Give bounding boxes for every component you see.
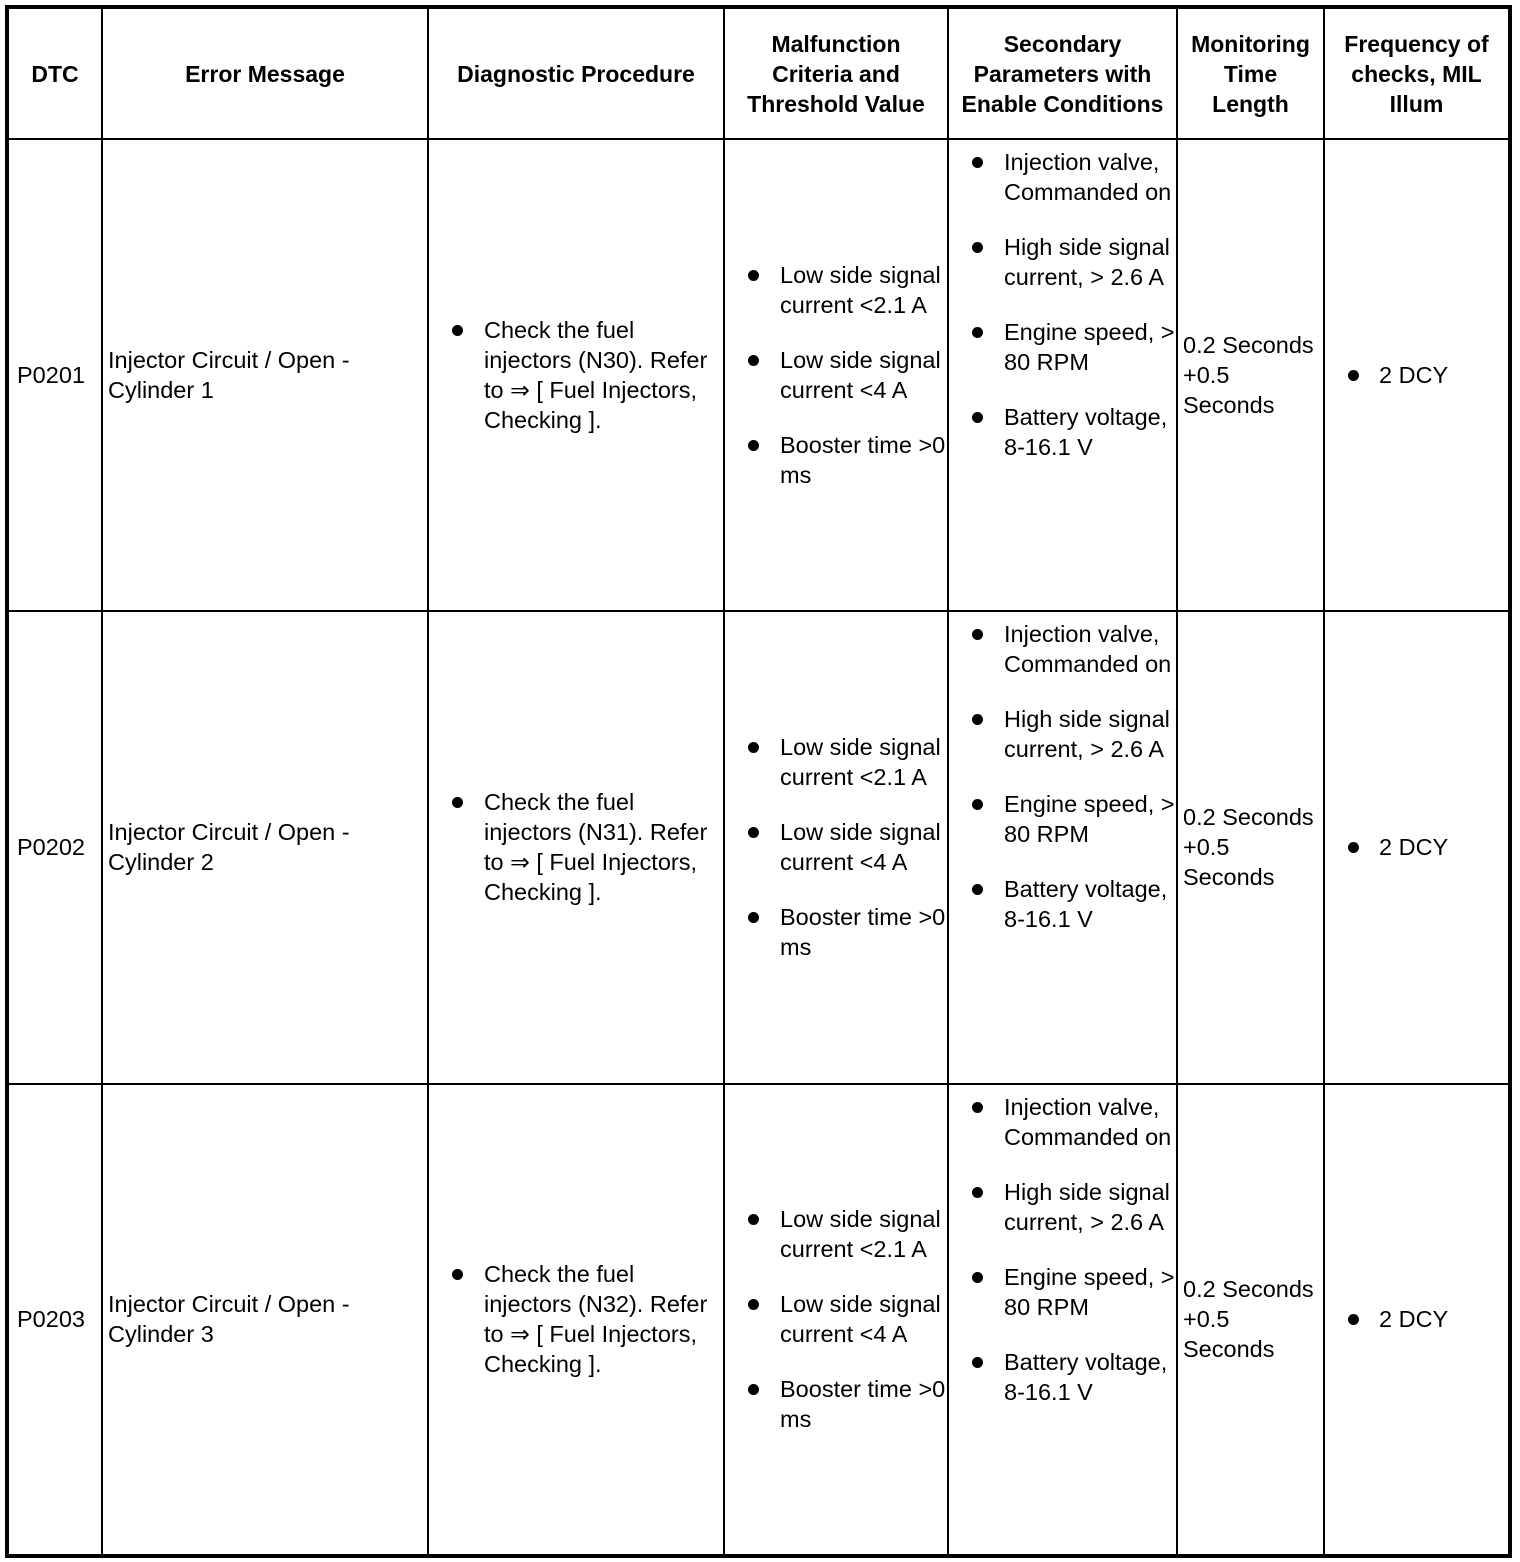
secondary-item: Engine speed, > 80 RPM	[949, 317, 1176, 377]
secondary-item: Engine speed, > 80 RPM	[949, 789, 1176, 849]
frequency	[1324, 1084, 1510, 1556]
frequency	[1324, 611, 1510, 1083]
secondary-parameters	[948, 1084, 1177, 1556]
criteria-item: Low side signal current <2.1 A	[725, 260, 947, 320]
header-error-message: Error Message	[102, 7, 428, 139]
secondary-item: High side signal current, > 2.6 A	[949, 1177, 1176, 1237]
malfunction-criteria	[724, 1084, 948, 1556]
criteria-item: Booster time >0 ms	[725, 430, 947, 490]
secondary-item: Battery voltage, 8-16.1 V	[949, 1347, 1176, 1407]
frequency-item: 2 DCY	[1325, 360, 1508, 390]
header-monitoring-time: Monitoring Time Length	[1177, 7, 1324, 139]
secondary-item: High side signal current, > 2.6 A	[949, 232, 1176, 292]
error-message: Injector Circuit / Open - Cylinder 1	[102, 139, 428, 611]
header-malfunction-criteria: Malfunction Criteria and Threshold Value	[724, 7, 948, 139]
monitoring-time: 0.2 Seconds +0.5 Seconds	[1177, 139, 1324, 611]
diagnostic-procedure	[428, 1084, 724, 1556]
header-frequency: Frequency of checks, MIL Illum	[1324, 7, 1510, 139]
secondary-item: Engine speed, > 80 RPM	[949, 1262, 1176, 1322]
malfunction-criteria	[724, 611, 948, 1083]
header-diagnostic-procedure: Diagnostic Procedure	[428, 7, 724, 139]
criteria-item: Low side signal current <2.1 A	[725, 1204, 947, 1264]
table-row	[7, 139, 1510, 611]
frequency-item: 2 DCY	[1325, 832, 1508, 862]
dtc-code: P0201	[7, 139, 102, 611]
dtc-code: P0203	[7, 1084, 102, 1556]
dtc-code: P0202	[7, 611, 102, 1083]
monitoring-time: 0.2 Seconds +0.5 Seconds	[1177, 611, 1324, 1083]
criteria-item: Low side signal current <2.1 A	[725, 732, 947, 792]
header-row	[7, 7, 1510, 139]
diagnostic-procedure	[428, 139, 724, 611]
secondary-item: Injection valve, Commanded on	[949, 147, 1176, 207]
secondary-item: Injection valve, Commanded on	[949, 619, 1176, 679]
secondary-parameters	[948, 611, 1177, 1083]
secondary-item: Injection valve, Commanded on	[949, 1092, 1176, 1152]
secondary-item: Battery voltage, 8-16.1 V	[949, 402, 1176, 462]
criteria-item: Booster time >0 ms	[725, 902, 947, 962]
frequency	[1324, 139, 1510, 611]
dtc-table	[5, 5, 1512, 1558]
error-message: Injector Circuit / Open - Cylinder 2	[102, 611, 428, 1083]
monitoring-time: 0.2 Seconds +0.5 Seconds	[1177, 1084, 1324, 1556]
malfunction-criteria	[724, 139, 948, 611]
procedure-item: Check the fuel injectors (N31). Refer to ⇒ [ Fuel Injectors, Checking ].	[429, 787, 723, 907]
procedure-item: Check the fuel injectors (N32). Refer to ⇒ [ Fuel Injectors, Checking ].	[429, 1259, 723, 1379]
secondary-parameters	[948, 139, 1177, 611]
secondary-item: Battery voltage, 8-16.1 V	[949, 874, 1176, 934]
criteria-item: Low side signal current <4 A	[725, 1289, 947, 1349]
secondary-item: High side signal current, > 2.6 A	[949, 704, 1176, 764]
table-row	[7, 1084, 1510, 1556]
frequency-item: 2 DCY	[1325, 1304, 1508, 1334]
diagnostic-procedure	[428, 611, 724, 1083]
criteria-item: Low side signal current <4 A	[725, 345, 947, 405]
table-row	[7, 611, 1510, 1083]
criteria-item: Booster time >0 ms	[725, 1374, 947, 1434]
header-dtc: DTC	[7, 7, 102, 139]
error-message: Injector Circuit / Open - Cylinder 3	[102, 1084, 428, 1556]
criteria-item: Low side signal current <4 A	[725, 817, 947, 877]
procedure-item: Check the fuel injectors (N30). Refer to ⇒ [ Fuel Injectors, Checking ].	[429, 315, 723, 435]
header-secondary-parameters: Secondary Parameters with Enable Conditions	[948, 7, 1177, 139]
